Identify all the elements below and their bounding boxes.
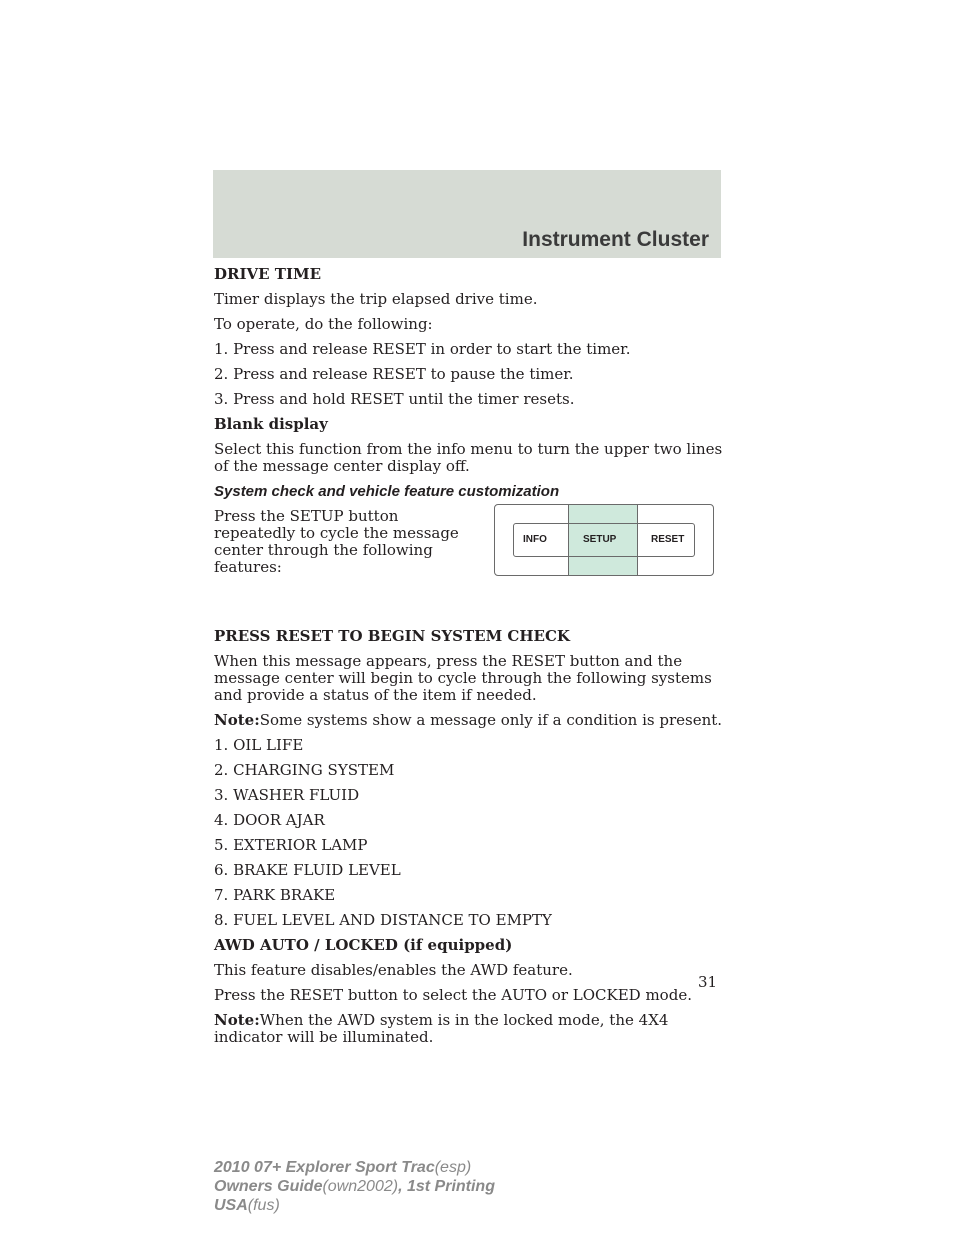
drive-time-heading: DRIVE TIME <box>214 265 321 283</box>
press-reset-desc: When this message appears, press the RESET button and the message center will begin to cycle through the following systems and provide a status of the item if needed. <box>214 652 712 704</box>
note-label: Note: <box>214 711 260 729</box>
button-diagram <box>494 504 714 576</box>
press-reset-note <box>214 712 724 729</box>
system-item: 1. OIL LIFE <box>214 736 304 754</box>
system-item: 4. DOOR AJAR <box>214 811 325 829</box>
reset-button-label: RESET <box>651 534 685 545</box>
footer <box>214 1158 495 1215</box>
footer-line-2 <box>214 1177 495 1196</box>
system-item: 7. PARK BRAKE <box>214 886 336 904</box>
note-text: When the AWD system is in the locked mode, the 4X4 indicator will be illuminated. <box>214 1011 669 1046</box>
page-body <box>214 266 724 1054</box>
press-reset-heading: PRESS RESET TO BEGIN SYSTEM CHECK <box>214 627 570 645</box>
note-label: Note: <box>214 1011 260 1029</box>
system-item: 5. EXTERIOR LAMP <box>214 836 368 854</box>
section-title: Instrument Cluster <box>522 228 709 251</box>
awd-press: Press the RESET button to select the AUTO or LOCKED mode. <box>214 986 692 1004</box>
footer-printing: , 1st Printing <box>398 1178 495 1195</box>
system-check-desc: Press the SETUP button repeatedly to cycle the message center through the following features: <box>214 507 459 576</box>
awd-desc: This feature disables/enables the AWD feature. <box>214 961 573 979</box>
footer-model: 2010 07+ Explorer Sport Trac <box>214 1159 435 1176</box>
awd-note <box>214 1012 724 1046</box>
footer-region: USA <box>214 1197 248 1214</box>
system-item: 8. FUEL LEVEL AND DISTANCE TO EMPTY <box>214 911 552 929</box>
footer-model-code: (esp) <box>434 1159 472 1176</box>
section-header <box>213 170 721 258</box>
system-item: 2. CHARGING SYSTEM <box>214 761 395 779</box>
system-item: 6. BRAKE FLUID LEVEL <box>214 861 401 879</box>
page-number: 31 <box>698 973 718 991</box>
drive-time-step: 1. Press and release RESET in order to start the timer. <box>214 340 631 358</box>
system-item: 3. WASHER FLUID <box>214 786 360 804</box>
drive-time-step: 2. Press and release RESET to pause the timer. <box>214 365 574 383</box>
drive-time-desc: Timer displays the trip elapsed drive time. <box>214 290 538 308</box>
blank-display-heading: Blank display <box>214 415 328 433</box>
footer-line-3 <box>214 1196 495 1215</box>
footer-guide-code: (own2002) <box>322 1178 399 1195</box>
footer-guide: Owners Guide <box>214 1178 323 1195</box>
system-check-heading: System check and vehicle feature customization <box>214 483 560 500</box>
note-text: Some systems show a message only if a condition is present. <box>259 711 723 729</box>
footer-region-code: (fus) <box>247 1197 280 1214</box>
setup-button-label: SETUP <box>583 534 617 545</box>
setup-row <box>214 508 724 628</box>
footer-line-1 <box>214 1158 495 1177</box>
info-button-label: INFO <box>523 534 547 545</box>
drive-time-operate: To operate, do the following: <box>214 315 433 333</box>
awd-heading: AWD AUTO / LOCKED (if equipped) <box>214 936 513 954</box>
drive-time-step: 3. Press and hold RESET until the timer resets. <box>214 390 575 408</box>
blank-display-desc: Select this function from the info menu to turn the upper two lines of the message center display off. <box>214 440 723 475</box>
